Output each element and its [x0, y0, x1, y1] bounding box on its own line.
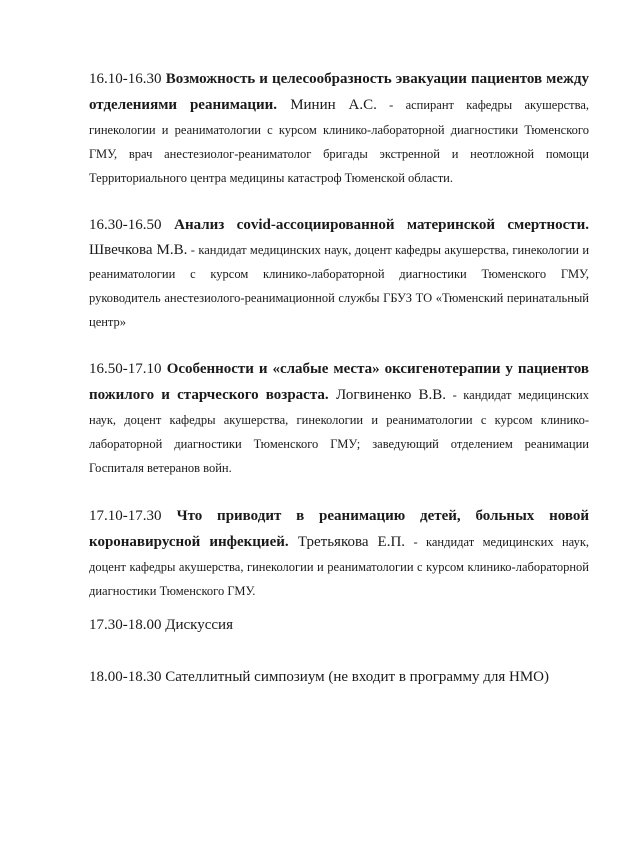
speaker-name: Швечкова М.В.: [89, 242, 188, 258]
speaker-name: Логвиненко В.В.: [336, 387, 447, 403]
talk-title: Что приводит в реанимацию детей, больных новой коронавирусной инфекцией.: [89, 508, 589, 550]
speaker-details: - кандидат медицинских наук, доцент кафедры акушерства, гинекологии и реаниматологии с курсом клинико-лабораторной диагностики Тюменского ГМУ.: [89, 535, 590, 598]
speaker-details: - аспирант кафедры акушерства, гинекологии и реаниматологии с курсом клинико-лабораторной диагностики Тюменского ГМУ, врач анестезиолог-реаниматолог бригады экстренной и неотложной помощи Территориального центра медицины катастроф Тюменской области.: [89, 98, 589, 185]
discussion-item: 17.30-18.00 Дискуссия: [89, 617, 233, 633]
time-slot: 17.10-17.30: [89, 508, 162, 524]
talk-title: Возможность и целесообразность эвакуации пациентов между отделениями реанимации.: [89, 71, 589, 113]
speaker-details: - кандидат медицинских наук, доцент кафедры акушерства, гинекологии и реаниматологии с курсом клинико-лабораторной диагностики Тюменского ГМУ, руководитель анестезиолого-реанимационной службы ГБУЗ ТО «Тюменский перинатальный центр»: [89, 243, 590, 329]
program-item: [89, 356, 589, 480]
talk-title: Анализ covid-ассоциированной материнской смертности.: [174, 217, 590, 233]
talk-title: Особенности и «слабые места» оксигенотерапии у пациентов пожилого и старческого возраста.: [89, 361, 589, 403]
time-slot: 16.30-16.50: [89, 217, 162, 233]
symposium-item: 18.00-18.30 Сателлитный симпозиум (не входит в программу для НМО): [89, 669, 550, 685]
program-item: [89, 66, 589, 190]
speaker-name: Третьякова Е.П.: [297, 534, 406, 550]
time-slot: 16.50-17.10: [89, 361, 162, 377]
time-slot: 16.10-16.30: [89, 71, 162, 87]
program-item: [89, 212, 589, 334]
speaker-name: Минин А.С.: [290, 97, 377, 113]
program-item: [89, 503, 589, 603]
speaker-details: - кандидат медицинских наук, доцент кафедры акушерства, гинекологии и реаниматологии с курсом клинико-лабораторной диагностики Тюменского ГМУ; заведующий отделением реанимации Госпиталя ветеранов войн.: [89, 388, 590, 475]
